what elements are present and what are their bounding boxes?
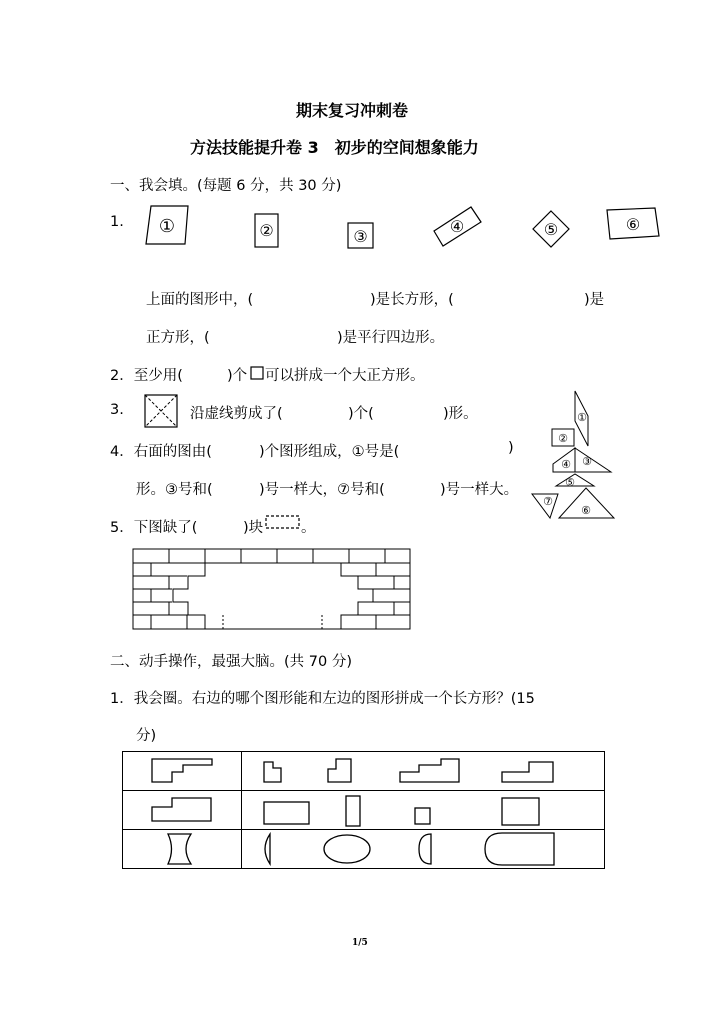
tangram-label-4: ④ — [561, 458, 571, 471]
shape-2-rectangle — [254, 213, 280, 249]
page-subtitle: 方法技能提升卷 3 初步的空间想象能力 — [190, 138, 479, 157]
small-square-icon — [250, 366, 264, 380]
q4-line1-c: ) — [508, 440, 514, 456]
tangram-label-6: ⑥ — [581, 504, 591, 517]
q2-text-c: 可以拼成一个大正方形。 — [265, 368, 425, 384]
s2-q1-line2: 分) — [136, 728, 157, 744]
option-shape-3d[interactable] — [485, 833, 554, 865]
option-shape-1d[interactable] — [502, 762, 553, 782]
shape-3-square — [347, 222, 375, 250]
row3-options-cell — [242, 830, 605, 869]
q3-text-b: )个( — [348, 406, 374, 422]
q4-line1-b: )个图形组成，①号是( — [259, 444, 400, 460]
shape-label-1: ① — [158, 216, 176, 237]
option-shape-3c[interactable] — [419, 834, 431, 864]
brick-wall-figure — [132, 548, 412, 632]
option-shape-2a[interactable] — [264, 802, 309, 824]
q4-line2-b: )号一样大，⑦号和( — [259, 482, 385, 498]
option-shape-3a[interactable] — [265, 834, 270, 864]
square-with-dashed-diagonals — [144, 394, 178, 428]
section1-heading: 一、我会填。(每题 6 分，共 30 分) — [110, 178, 342, 194]
q1-line1-part-a: 上面的图形中，( — [146, 292, 254, 308]
q5-text-c: 。 — [301, 520, 316, 536]
row2-left-cell — [123, 791, 242, 830]
shape-label-6: ⑥ — [625, 215, 641, 234]
q1-line1-part-c: )是 — [584, 292, 605, 308]
row1-left-cell — [123, 752, 242, 791]
tangram-figure — [526, 388, 626, 524]
q3-text-c: )形。 — [443, 406, 478, 422]
page-number: 1/5 — [352, 938, 368, 948]
s2-q1-line1: 1．我会圈。右边的哪个图形能和左边的图形拼成一个长方形？(15 — [110, 691, 535, 707]
stepped-shape-medium — [123, 791, 241, 829]
shape-matching-table — [122, 751, 605, 869]
q1-number: 1. — [110, 214, 124, 230]
option-shape-2c[interactable] — [415, 808, 430, 824]
q1-line1-part-b: )是长方形，( — [370, 292, 454, 308]
tangram-label-2: ② — [558, 432, 568, 445]
shape-label-3: ③ — [353, 227, 368, 246]
tangram-label-3: ③ — [582, 455, 592, 468]
q2-text-b: )个 — [227, 368, 248, 384]
stepped-shape-large — [123, 752, 241, 790]
shape-label-5: ⑤ — [543, 220, 559, 239]
shape-label-2: ② — [259, 221, 274, 240]
option-shape-2b[interactable] — [346, 796, 360, 826]
shape-4-rotated-rectangle — [431, 203, 483, 249]
q5-text-b: )块 — [243, 520, 264, 536]
tangram-label-1: ① — [577, 411, 587, 424]
tangram-label-7: ⑦ — [543, 495, 553, 508]
row1-options-cell — [242, 752, 605, 791]
q1-line2-part-a: 正方形，( — [146, 330, 210, 346]
arc-cut-shape — [123, 830, 241, 868]
shape-label-4: ④ — [449, 217, 465, 236]
option-shape-1b[interactable] — [328, 759, 351, 782]
q5-text-a: 5．下图缺了( — [110, 520, 198, 536]
shape-6-parallelogram — [605, 207, 661, 241]
q4-line2-c: )号一样大。 — [440, 482, 519, 498]
q3-text-a: 沿虚线剪成了( — [190, 406, 283, 422]
shape-1-parallelogram — [143, 203, 193, 247]
row3-left-cell — [123, 830, 242, 869]
dashed-brick-icon — [265, 514, 301, 530]
section2-heading: 二、动手操作，最强大脑。(共 70 分) — [110, 654, 352, 670]
tangram-label-5: ⑤ — [565, 476, 575, 489]
shape-5-diamond — [531, 210, 571, 248]
q2-text-a: 2．至少用( — [110, 368, 183, 384]
row2-options-cell — [242, 791, 605, 830]
option-shape-1c[interactable] — [400, 759, 459, 782]
option-shape-2d[interactable] — [502, 798, 539, 825]
option-shape-3b[interactable] — [324, 835, 370, 863]
q3-number: 3. — [110, 402, 124, 418]
q1-line2-part-b: )是平行四边形。 — [337, 330, 445, 346]
option-shape-1a[interactable] — [264, 762, 281, 782]
page-title: 期末复习冲刺卷 — [296, 101, 409, 120]
q4-line1-a: 4．右面的图由( — [110, 444, 212, 460]
q4-line2-a: 形。③号和( — [136, 482, 213, 498]
